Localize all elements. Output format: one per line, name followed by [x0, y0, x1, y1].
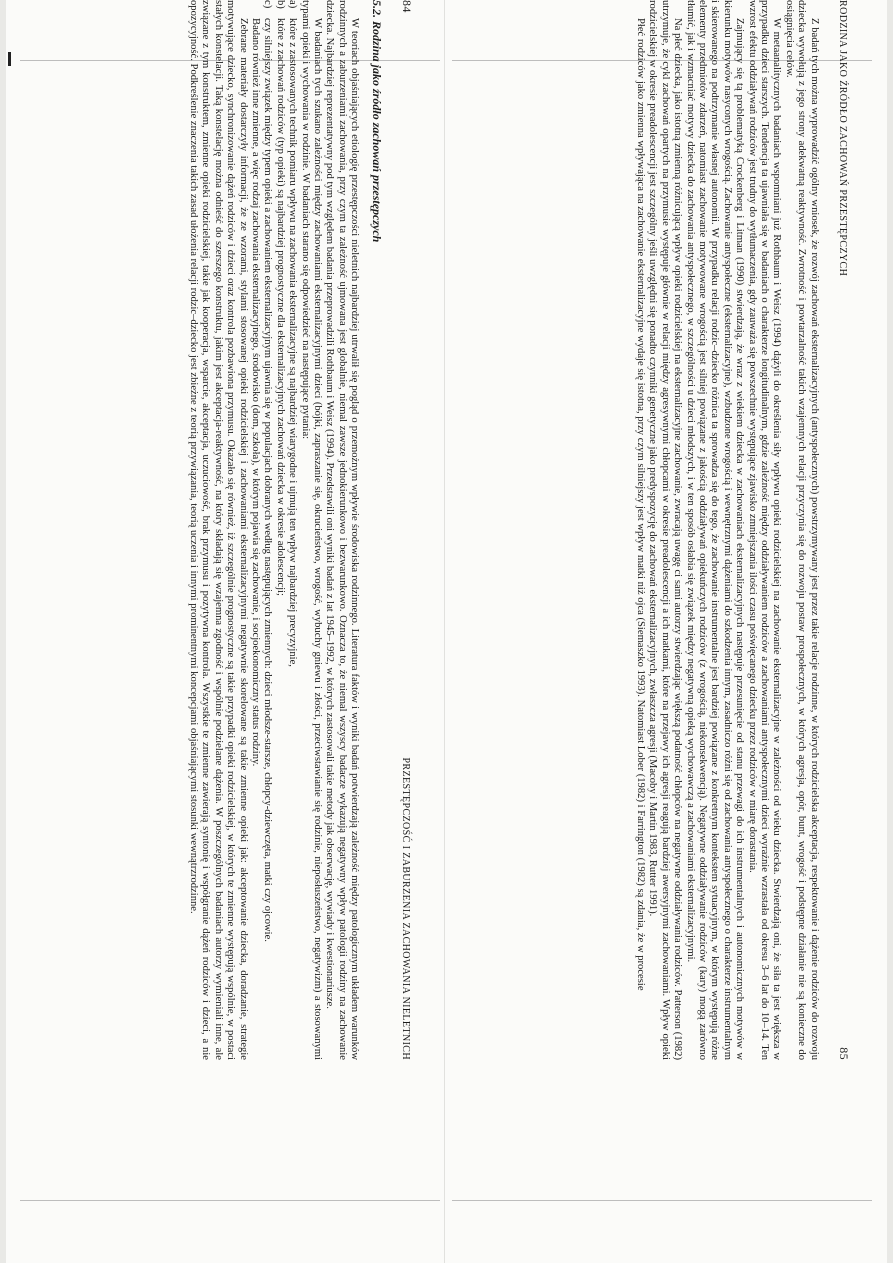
book-fold	[444, 0, 445, 1263]
list-item	[273, 0, 285, 1060]
paragraph: W teoriach objaśniających etiologię przestępczości nieletnich najbardziej utrwalił się pogląd o przemożnym wpływie środowiska rodzinnego. Literatura faktów i wyniki badań potwierdzają zależność między patologicznym układem warunków rodzinnych a zaburzeniami zachowania, przy czym ta zależność ujmowana jest globalnie, niemal zawsze jednokierunkowo i bezwarunkowo. Oznacza to, że niemal wszyscy badacze wykazują negatywny wpływ patologii rodziny na zachowanie dziecka. Najbardziej reprezentatywny pod tym względem badania przeprowadzili Rothbaum i Weisz (1994). Przedstawili oni wyniki badań z lat 1945–1992, w których zastosowali takie metody jak obserwację, wywiady i kwestionariusze.	[324, 0, 361, 1060]
right-running-head-text: RODZINA JAKO ŹRÓDŁO ZACHOWAŃ PRZESTĘPCZYCH	[837, 0, 848, 277]
scan-edge-right	[887, 0, 893, 1263]
paragraph: Zajmujący się tą problematyką Crockenberg i Litman (1990) stwierdzają, że wraz z wiekiem dziecka w zachowaniach eksternalizacyjnych następuje przesunięcie od stanu przewagi do ich instrumentalnych i autonomicznych motywów w kierunku motywów nasyconych wrogością. Zachowanie antyspołeczne (eksternalizacyjne), wzbudzone wrogością i wewnętrznymi dążeniami do szkodzenia innym, zasadniczo różni się od zachowania antyspołecznego o charakterze instrumentalnym i skierowanego na podtrzymanie własnej autonomii. W przypadku relacji rodzic–dziecko różnica ta sprowadza się do tego, że zachowanie instrumentalne jest bardziej powiązane z konkretnym kontekstem sytuacyjnym, w którym występują różne elementy przedmiotów zdarzeń, natomiast zachowanie motywowane wrogością jest silniej powiązane z jakością oddziaływań opiekuńczych rodziców (z wrogością, niekonsekwencją). Negatywne oddziaływanie rodziców (kary) mogą zarówno tłumić, jak i wzmacniać motywy dziecka do zachowania antyspołecznego, w szczególności u dzieci młodszych, i w ten sposób osłabia się związek między negatywną opieką wychowawczą a zachowaniami eksternalizacyjnymi.	[684, 0, 746, 1060]
paragraph: Płeć rodziców jako zmienna wpływająca na zachowanie eksternalizacyjne wydaje się istotna, przy czym silniejszy jest wpływ matki niż ojca (Siemaszko 1993). Natomiast Lober (1982) i Farrington (1982) są zdania, że w procesie	[634, 18, 646, 991]
scan-rule	[452, 1200, 872, 1201]
paragraph: W badaniach tych szukano zależności między zachowaniami eksternalizacyjnymi dzieci (bójki, zapraszanie się, okrucieństwo, wrogość, wybuchy gniewu i złości, przeciwstawianie się rodzinie, nieposłuszeństwo, negatywizm) a stosowanymi typami opieki i wychowania w rodzinie. W badaniach starano się odpowiedzieć na następujące pytania:	[299, 0, 323, 1060]
scan-rule	[20, 1200, 440, 1201]
list-item-label: b)	[274, 0, 286, 9]
section-title: 5.2. Rodzina jako źródło zachowań przestępczych	[369, 0, 384, 243]
list-item-text: które z zastosowanych technik pomiaru wpływu na zachowania eksternalizacyjne są najbardziej wiarygodne i ujmują ten wpływ najbardziej precyzyjnie,	[287, 18, 299, 667]
list-item-label: a)	[287, 0, 299, 9]
list-item	[261, 0, 273, 1060]
paragraph: Na płeć dziecka, jako istotną zmienną różnicującą wpływ opieki rodzicielskiej na eksternalizacyjne zachowanie, zwracają uwagę ci sami autorzy stwierdzając większą podatność chłopców na negatywne oddziaływania rodziców. Patterson (1982) utrzymuje, że cykl zachowań opartych na przymusie występuje głównie w relacji między agresywnymi chłopcami w okresie preadolescencji a ich matkami, które na przejawy ich agresji reagują bardziej awersyjnymi zachowaniami. Wpływ opieki rodzicielskiej w okresie preadolescencji jest szczególny jeśli uwzględni się ponadto czynniki genetyczne jako predyspozycję do zachowań eksternalizacyjnych, zwłaszcza agresji (Macoby i Martin 1983, Rutter 1991).	[647, 0, 684, 1060]
list-item-text: które z zachowań rodziców (typ opieki) są najbardziej prognostyczne dla eksternalizacyjnych zachowań dziecka w okresie adolescencji;	[274, 18, 286, 596]
list-item	[286, 0, 298, 1060]
paragraph: Badano również inne zmienne, a więc rodzaj zachowania eksternalizacyjnego, środowisko (dom, szkoła), w którym pojawia się zachowanie, i socjoekonomiczny status rodziny.	[249, 18, 261, 767]
paragraph: W metaanalitycznych badaniach wspomniani już Rothbaum i Weisz (1994) dążyli do określenia siły wpływu opieki rodzicielskiej na zachowanie eksternalizacyjne w zależności od wieku dziecka. Stwierdzają oni, że siła ta jest większa w przypadku dzieci starszych. Tendencja ta ujawniała się w badaniach o charakterze longitudinalnym, gdzie zależność między oddziaływaniem rodziców a zachowaniami antyspołecznymi dzieci wyraźnie wzrastała od okresu 3–6 lat do 10–14. Ten wzrost efektu oddziaływań rodziców jest trudny do wytłumaczenia, gdy zauważa się powszechnie występujące zjawisko zmniejszania ilości czasu poświęcanego dziecku przez rodziców w miarę dorastania.	[746, 0, 783, 1060]
left-page-number: 84	[400, 0, 414, 13]
left-running-head-text: PRZESTĘPCZOŚĆ I ZABURZENIA ZACHOWANIA NIELETNICH	[400, 757, 411, 1060]
margin-mark	[8, 52, 11, 66]
paragraph: Z badań tych można wyprowadzić ogólny wniosek, że rozwój zachowań eksternalizacyjnych (antyspołecznych) powstrzymywany jest przez takie relacje rodzinne, w których rodzicielska akceptacja, respektowanie i dążenie rodziców do rozwoju dziecka wywołują z jego strony adekwatną reaktywność. Zwrotność i powtarzalność takich wzajemnych relacji przyczynia się do rozwoju postaw prospołecznych, w których agresja, opór, bunt, wrogość i podstępne działanie nie są konieczne do osiągnięcia celów.	[783, 0, 820, 1060]
list-item-text: czy silniejszy związek między typem opieki a zachowaniem eksternalizacyjnym ujawnia się w populacjach dobranych według następujących zmiennych: dzieci młodsze-starsze, chłopcy-dziewczęta, matki czy ojcowie.	[262, 18, 274, 942]
left-running-head	[399, 0, 413, 1060]
right-page-number: 85	[837, 1047, 851, 1060]
right-running-head	[836, 0, 850, 1060]
left-page	[43, 0, 413, 1060]
scan-edge-left	[0, 0, 6, 1263]
paragraph: Zebrane materiały dostarczyły informacji, że ze wzorami, stylami stosowanej opieki rodzicielskiej i zachowaniami eksternalizacyjnymi negatywnie skorelowane są takie zmienne opieki jak: akceptowanie dziecka, doradzanie, strategie motywujące dziecko, synchronizowanie dążeń rodziców i dzieci oraz kontrola pozbawiona przymusu. Okazało się również, iż szczególnie prognostyczne są takie przypadki opieki rodzicielskiej, w których te zmienne występują wspólnie, w postaci stałych konstelacji. Taką konstelację można odnieść do szerszego konstruktu, jakim jest akceptacja-reaktywność, na który składają się wzajemna zgodność i wspólnie podzielane dążenia. W poszczególnych badaniach autorzy wymieniali inne, ale związane z tym konstruktem, zmienne opieki rodzicielskiej, takie jak kooperacja, wsparcie, akceptacja, uczuciowość, brak przymusu i pozytywna kontrola. Wszystkie te zmienne zawierają syntonię i współgranie dążeń rodziców i dzieci, a nie opozycyjność. Podkreślenie znaczenia takich zasad ułożenia relacji rodzic–dziecko jest zbieżne z teorią przywiązania, teorią uczenia i innymi prominentnymi koncepcjami objaśniającymi stosunki wewnątrzrodzinne.	[187, 0, 249, 1060]
list-item-label: c)	[262, 0, 274, 9]
right-page	[480, 0, 850, 1060]
